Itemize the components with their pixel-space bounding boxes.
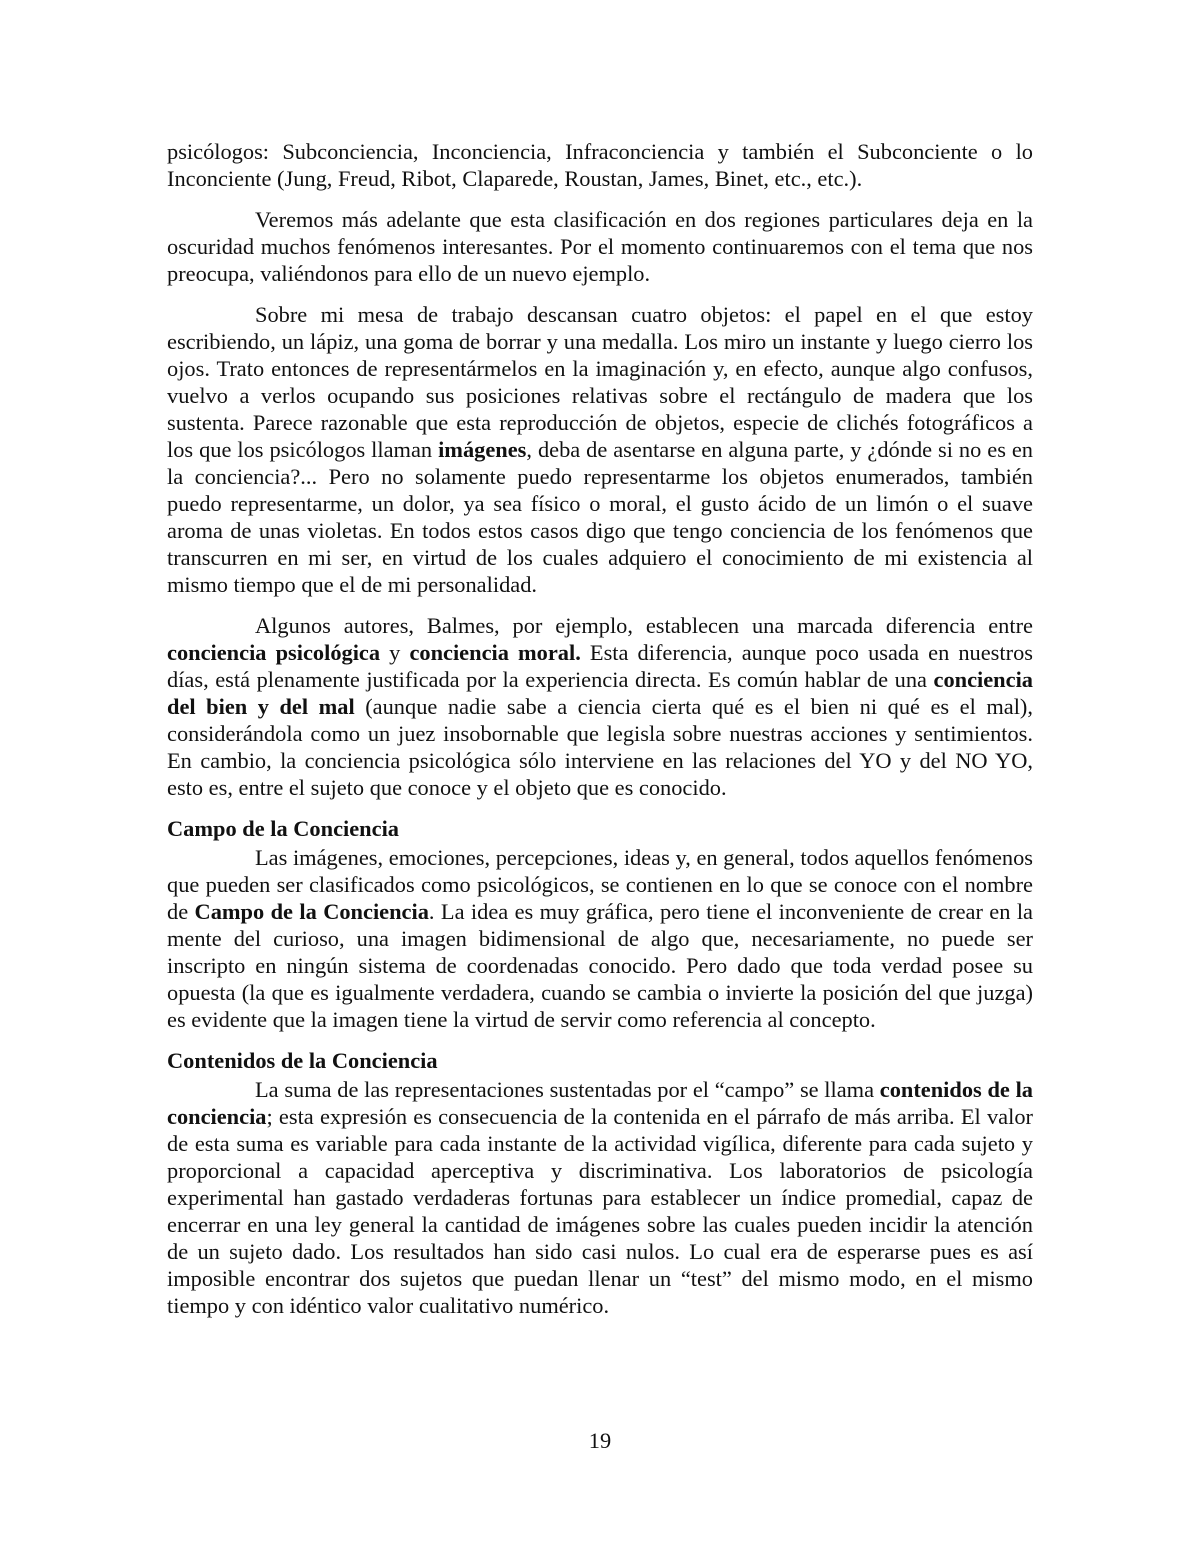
paragraph-5-text-cont: . La idea es muy gráfica, pero tiene el inconveniente de crear en la mente del curioso, una imagen bidimensional de algo que, necesariamente, no puede ser inscripto en ningún sistema de coordenadas conocido. Pero dado que toda verdad posee su opuesta (la que es igualmente verdadera, cuando se cambia o invierte la posición del que juzga) es evidente que la imagen tiene la virtud de servir como referencia al concepto. — [167, 899, 1033, 1032]
paragraph-5-text: Las imágenes, emociones, percepciones, ideas y, en general, todos aquellos fenómenos que pueden ser clasificados como psicológicos, se contienen en lo que se conoce con el nombre de — [167, 845, 1033, 924]
paragraph-3 — [167, 301, 1033, 598]
paragraph-3-text: Sobre mi mesa de trabajo descansan cuatro objetos: el papel en el que estoy escribiendo, un lápiz, una goma de borrar y una medalla. Los miro un instante y luego cierro los ojos. Trato entonces de representármelos en la imaginación y, en efecto, aunque algo confusos, vuelvo a verlos ocupando sus posiciones relativas sobre el rectángulo de madera que los sustenta. Parece razonable que esta reproducción de objetos, especie de clichés fotográficos a los que los psicólogos llaman — [167, 302, 1033, 462]
bold-term-bien-y-mal: conciencia del bien y del mal — [167, 667, 1033, 719]
paragraph-2-text: Veremos más adelante que esta clasificación en dos regiones particulares deja en la oscuridad muchos fenómenos interesantes. Por el momento continuaremos con el tema que nos preocupa, valiéndonos para ello de un nuevo ejemplo. — [167, 207, 1033, 286]
paragraph-6-text-cont: ; esta expresión es consecuencia de la contenida en el párrafo de más arriba. El valor de esta suma es variable para cada instante de la actividad vigílica, diferente para cada sujeto y proporcional a capacidad aperceptiva y discriminativa. Los laboratorios de psicología experimental han gastado verdaderas fortunas para establecer un índice promedial, capaz de encerrar en una ley general la cantidad de imágenes sobre las cuales pueden incidir la atención de un sujeto dado. Los resultados han sido casi nulos. Lo cual era de esperarse pues es así imposible encontrar dos sujetos que puedan llenar un “test” del mismo modo, en el mismo tiempo y con idéntico valor cualitativo numérico. — [167, 1104, 1033, 1318]
paragraph-4-text-end: (aunque nadie sabe a ciencia cierta qué es el bien ni qué es el mal), considerándola como un juez insobornable que legisla sobre nuestras acciones y sentimientos. En cambio, la conciencia psicológica sólo interviene en las relaciones del YO y del NO YO, esto es, entre el sujeto que conoce y el objeto que es conocido. — [167, 694, 1033, 800]
paragraph-4-text: Algunos autores, Balmes, por ejemplo, establecen una marcada diferencia entre — [255, 613, 1033, 638]
section-heading-contenidos: Contenidos de la Conciencia — [167, 1048, 438, 1073]
page-number: 19 — [588, 1428, 612, 1453]
bold-term-imagenes: imágenes — [438, 437, 527, 462]
document-page — [167, 138, 1033, 1333]
paragraph-4 — [167, 612, 1033, 801]
bold-term-campo-de-la-conciencia: Campo de la Conciencia — [194, 899, 429, 924]
bold-term-conciencia-psicologica: conciencia psicológica — [167, 640, 381, 665]
paragraph-4-text-cont: Esta diferencia, aunque poco usada en nuestros días, está plenamente justificada por la experiencia directa. Es común hablar de una — [167, 640, 1033, 692]
paragraph-4-text-join: y — [380, 640, 410, 665]
paragraph-5 — [167, 844, 1033, 1033]
section-heading-campo: Campo de la Conciencia — [167, 816, 399, 841]
bold-term-conciencia-moral: conciencia moral. — [409, 640, 581, 665]
paragraph-1-text: psicólogos: Subconciencia, Inconciencia, Infraconciencia y también el Subconciente o lo Inconciente (Jung, Freud, Ribot, Claparede, Roustan, James, Binet, etc., etc.). — [167, 139, 1033, 191]
paragraph-3-text-cont: , deba de asentarse en alguna parte, y ¿dónde si no es en la conciencia?... Pero no solamente puedo representarme los objetos enumerados, también puedo representarme, un dolor, ya sea físico o moral, el gusto ácido de un limón o el suave aroma de unas violetas. En todos estos casos digo que tengo conciencia de los fenómenos que transcurren en mi ser, en virtud de los cuales adquiero el conocimiento de mi existencia al mismo tiempo que el de mi personalidad. — [167, 437, 1033, 597]
paragraph-2 — [167, 206, 1033, 287]
paragraph-6 — [167, 1076, 1033, 1319]
paragraph-1 — [167, 138, 1033, 192]
paragraph-6-text: La suma de las representaciones sustentadas por el “campo” se llama — [255, 1077, 880, 1102]
bold-term-contenidos: contenidos de la conciencia — [167, 1077, 1033, 1129]
